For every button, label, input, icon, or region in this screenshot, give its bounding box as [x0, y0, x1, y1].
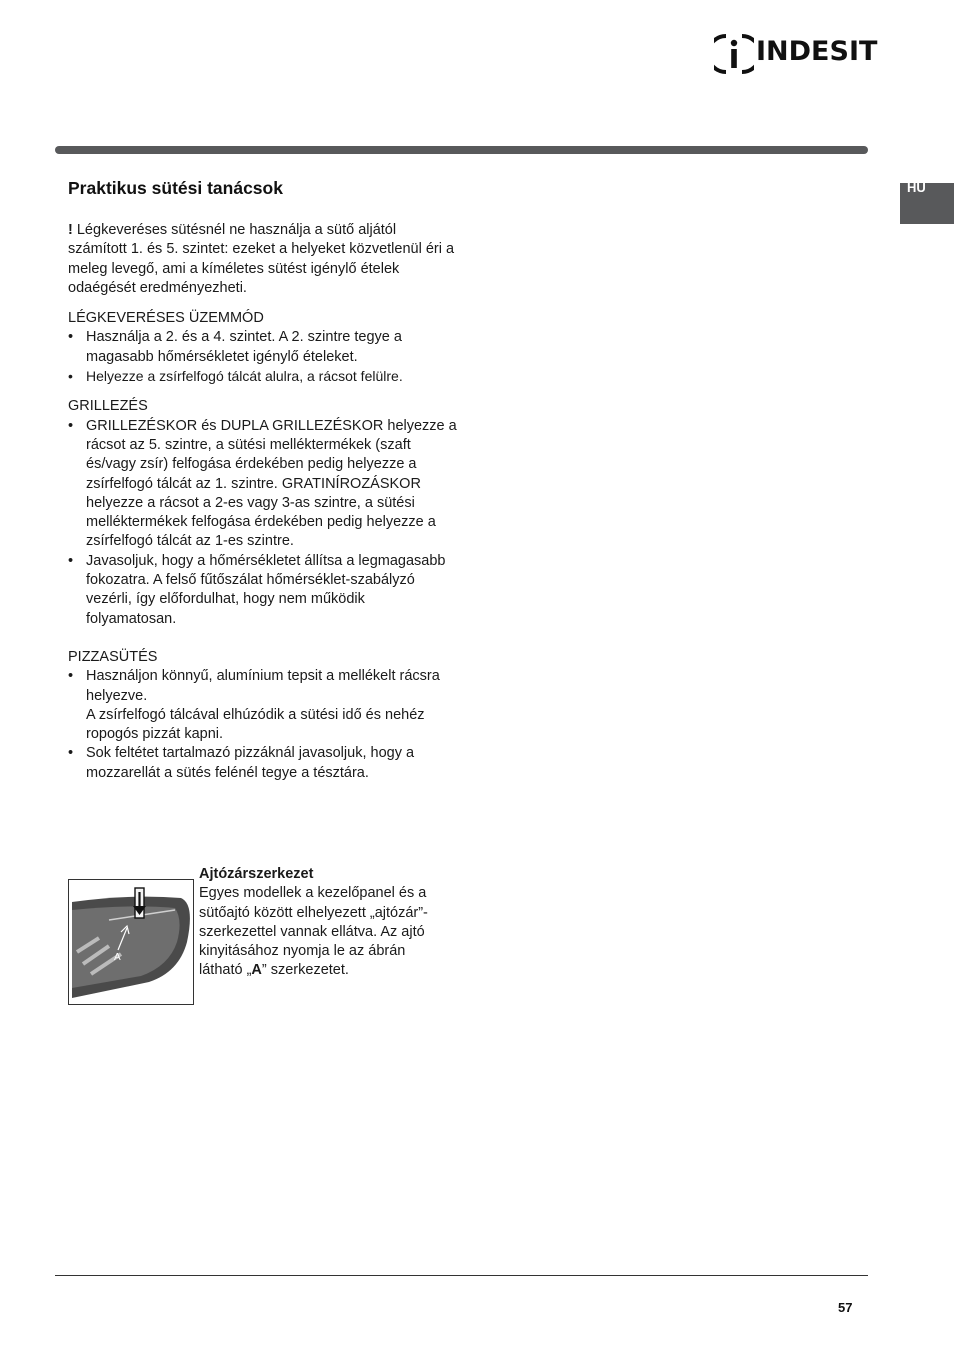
brand-logo: [714, 32, 878, 76]
bullet-list: [68, 328, 458, 386]
warning-text: Légkeveréses sütésnél ne használja a sütő aljától számított 1. és 5. szintet: ezeket a helyeket közvetlenül éri a meleg levegő, ami a kíméletes sütést igénylő ételek odaégését eredményezheti.: [68, 222, 455, 296]
header-rule: [55, 146, 868, 154]
list-item: • GRILLEZÉSKOR és DUPLA GRILLEZÉSKOR helyezze a rácsot az 5. szintre, a sütési melléktermékek (szaft és/vagy zsír) felfogása érdekében pedig helyezze a zsírfelfogó tálcát az 1. szintre. GRATINÍROZÁSKOR helyezze a rácsot a 2-es vagy 3-as szintre, a sütési melléktermékek felfogása érdekében pedig helyezze a zsírfelfogó tálcát az 1-es szintre.: [68, 417, 458, 552]
figure-label: A: [114, 952, 121, 963]
list-item: • Használja a 2. és a 4. szintet. A 2. szintre tegye a magasabb hőmérsékletet igénylő ételeket.: [68, 328, 458, 367]
door-lock-description: [199, 865, 439, 981]
footer-rule: [55, 1275, 868, 1276]
warning-mark: !: [68, 222, 73, 238]
door-lock-part-label: A: [251, 962, 262, 979]
list-item: • Sok feltétet tartalmazó pizzáknál javasoljuk, hogy a mozzarellát a sütés felénél tegye a tésztára.: [68, 744, 458, 783]
page-number: 57: [838, 1300, 853, 1315]
bullet-list: [68, 417, 458, 629]
list-item: • Helyezze a zsírfelfogó tálcát alulra, a rácsot felülre.: [68, 367, 458, 386]
section-grill: [68, 397, 458, 629]
page-title: Praktikus sütési tanácsok: [68, 178, 283, 198]
list-item: • Használjon könnyű, alumínium tepsit a mellékelt rácsra helyezve. A zsírfelfogó tálcával elhúzódik a sütési idő és nehéz ropogós pizzát kapni.: [68, 667, 458, 744]
section-heading: LÉGKEVERÉSES ÜZEMMÓD: [68, 310, 264, 327]
language-tab-label: HU: [907, 183, 926, 195]
indesit-logo-mark-icon: [714, 32, 754, 76]
main-content: [68, 174, 458, 794]
door-lock-body: Egyes modellek a kezelőpanel és a sütőajtó között elhelyezett „ajtózár”-szerkezettel vannak ellátva. Az ajtó kinyitásához nyomja le az ábrán látható „A” szerkezetet.: [199, 885, 428, 979]
door-lock-figure: [68, 879, 194, 1005]
bullet-list: [68, 667, 458, 783]
section-convection: [68, 309, 458, 386]
section-heading: GRILLEZÉS: [68, 398, 148, 415]
section-pizza: [68, 648, 458, 783]
section-heading: PIZZASÜTÉS: [68, 648, 158, 665]
door-lock-title: Ajtózárszerkezet: [199, 866, 314, 882]
door-lock-illustration-icon: [69, 880, 193, 1004]
language-tab: [900, 183, 954, 224]
brand-name: INDESIT: [756, 36, 878, 67]
warning-paragraph: [68, 221, 458, 298]
list-item: • Javasoljuk, hogy a hőmérsékletet állítsa a legmagasabb fokozatra. A felső fűtőszálat hőmérséklet-szabályzó vezérli, így előfordulhat, hogy nem működik folyamatosan.: [68, 552, 458, 629]
